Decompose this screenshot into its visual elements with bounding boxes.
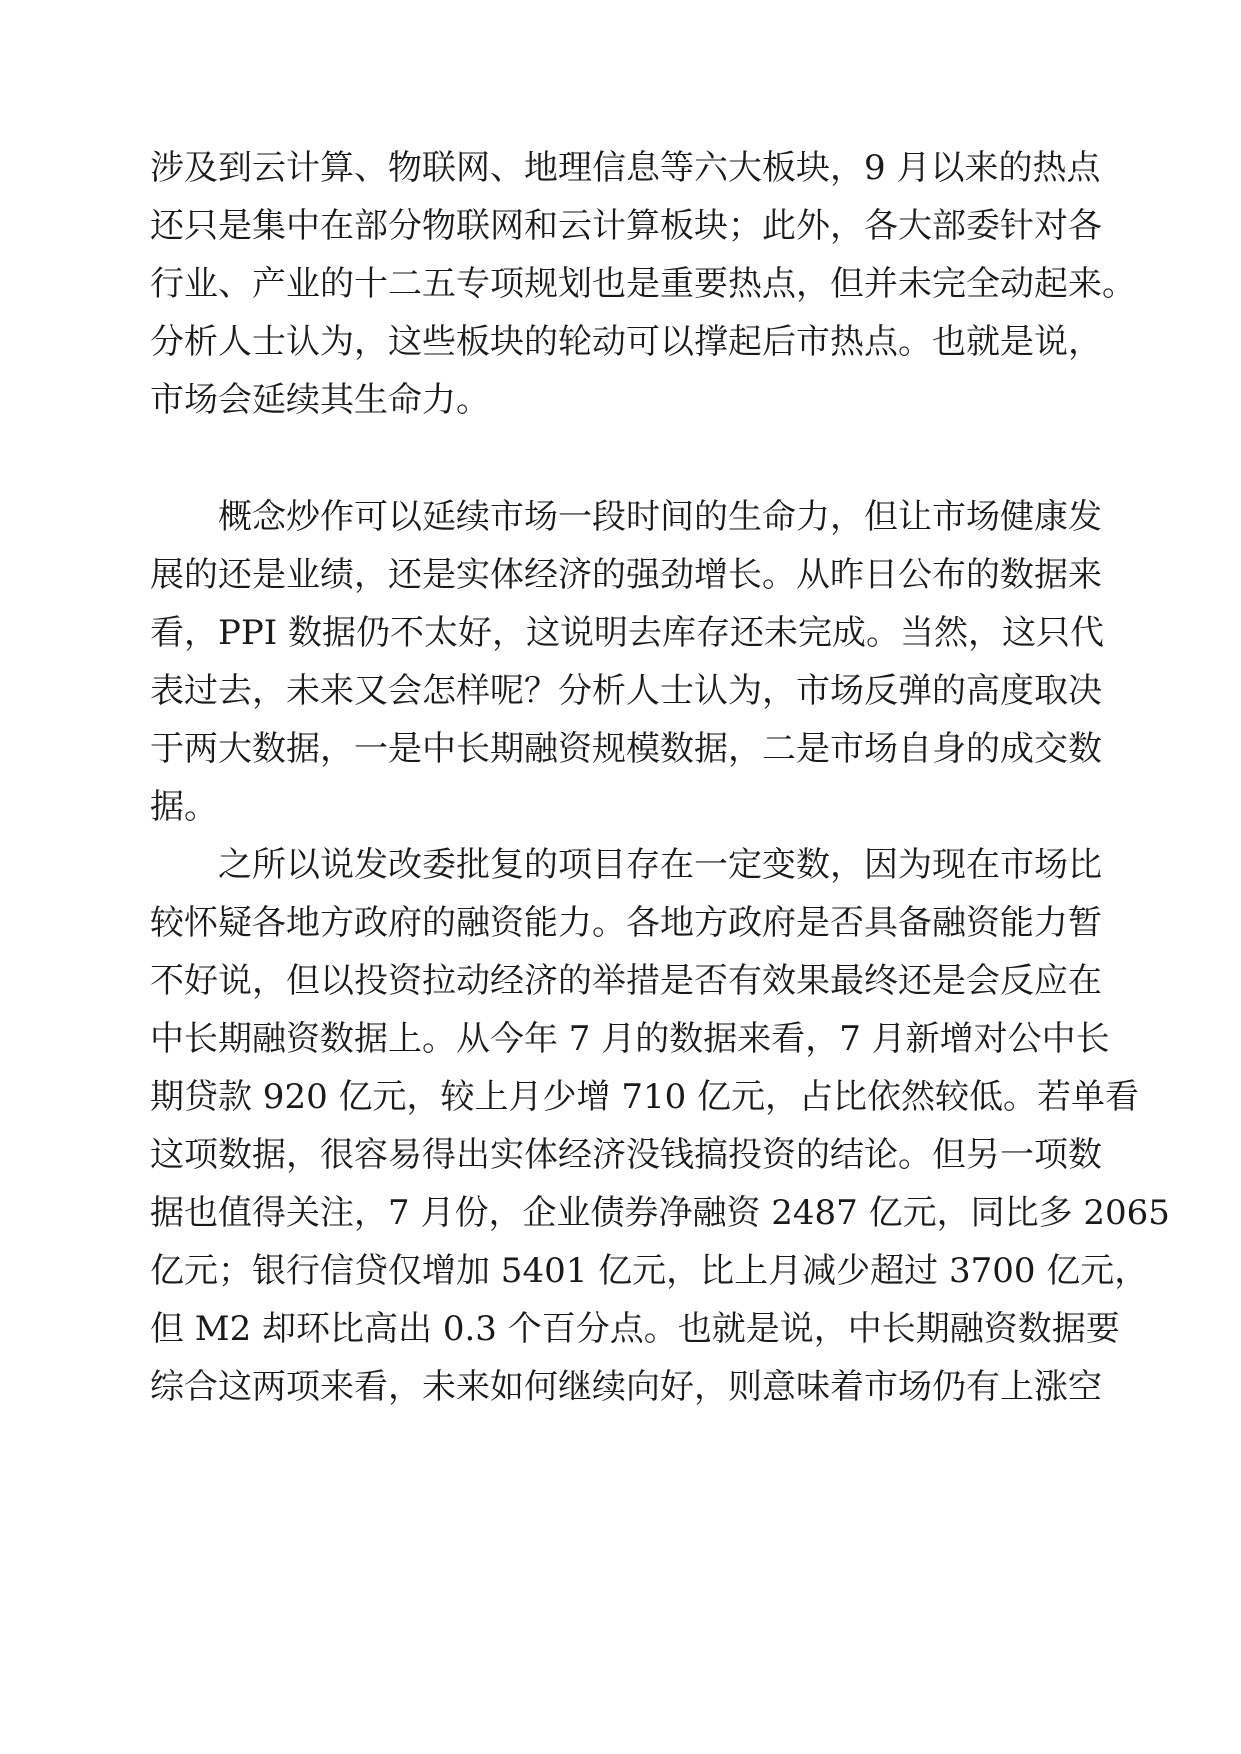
text-line: 不好说，但以投资拉动经济的举措是否有效果最终还是会反应在 [150, 961, 1102, 1001]
text-line: 中长期融资数据上。从今年 7 月的数据来看，7 月新增对公中长 [150, 1019, 1110, 1059]
text-line: 还只是集中在部分物联网和云计算板块；此外，各大部委针对各 [150, 206, 1102, 246]
text-line: 之所以说发改委批复的项目存在一定变数，因为现在市场比 [218, 845, 1102, 885]
text-line: 期贷款 920 亿元，较上月少增 710 亿元，占比依然较低。若单看 [150, 1077, 1140, 1117]
text-line: 展的还是业绩，还是实体经济的强劲增长。从昨日公布的数据来 [150, 555, 1102, 595]
text-line: 分析人士认为，这些板块的轮动可以撑起后市热点。也就是说， [150, 322, 1102, 362]
text-line: 行业、产业的十二五专项规划也是重要热点，但并未完全动起来。 [150, 264, 1136, 304]
text-line: 据也值得关注，7 月份，企业债券净融资 2487 亿元，同比多 2065 [150, 1193, 1170, 1233]
text-line: 概念炒作可以延续市场一段时间的生命力，但让市场健康发 [218, 497, 1102, 537]
text-line: 但 M2 却环比高出 0.3 个百分点。也就是说，中长期融资数据要 [150, 1309, 1120, 1349]
text-line: 这项数据，很容易得出实体经济没钱搞投资的结论。但另一项数 [150, 1135, 1102, 1175]
text-line: 看，PPI 数据仍不太好，这说明去库存还未完成。当然，这只代 [150, 613, 1104, 653]
text-line: 据。 [150, 787, 218, 827]
text-line: 综合这两项来看，未来如何继续向好，则意味着市场仍有上涨空 [150, 1367, 1102, 1407]
text-line: 涉及到云计算、物联网、地理信息等六大板块，9 月以来的热点 [150, 148, 1101, 188]
text-line: 较怀疑各地方政府的融资能力。各地方政府是否具备融资能力暂 [150, 903, 1102, 943]
text-line: 表过去，未来又会怎样呢？分析人士认为，市场反弹的高度取决 [150, 671, 1102, 711]
text-line: 于两大数据，一是中长期融资规模数据，二是市场自身的成交数 [150, 729, 1102, 769]
text-line: 亿元；银行信贷仅增加 5401 亿元，比上月减少超过 3700 亿元， [150, 1251, 1149, 1291]
text-line: 市场会延续其生命力。 [150, 380, 490, 420]
